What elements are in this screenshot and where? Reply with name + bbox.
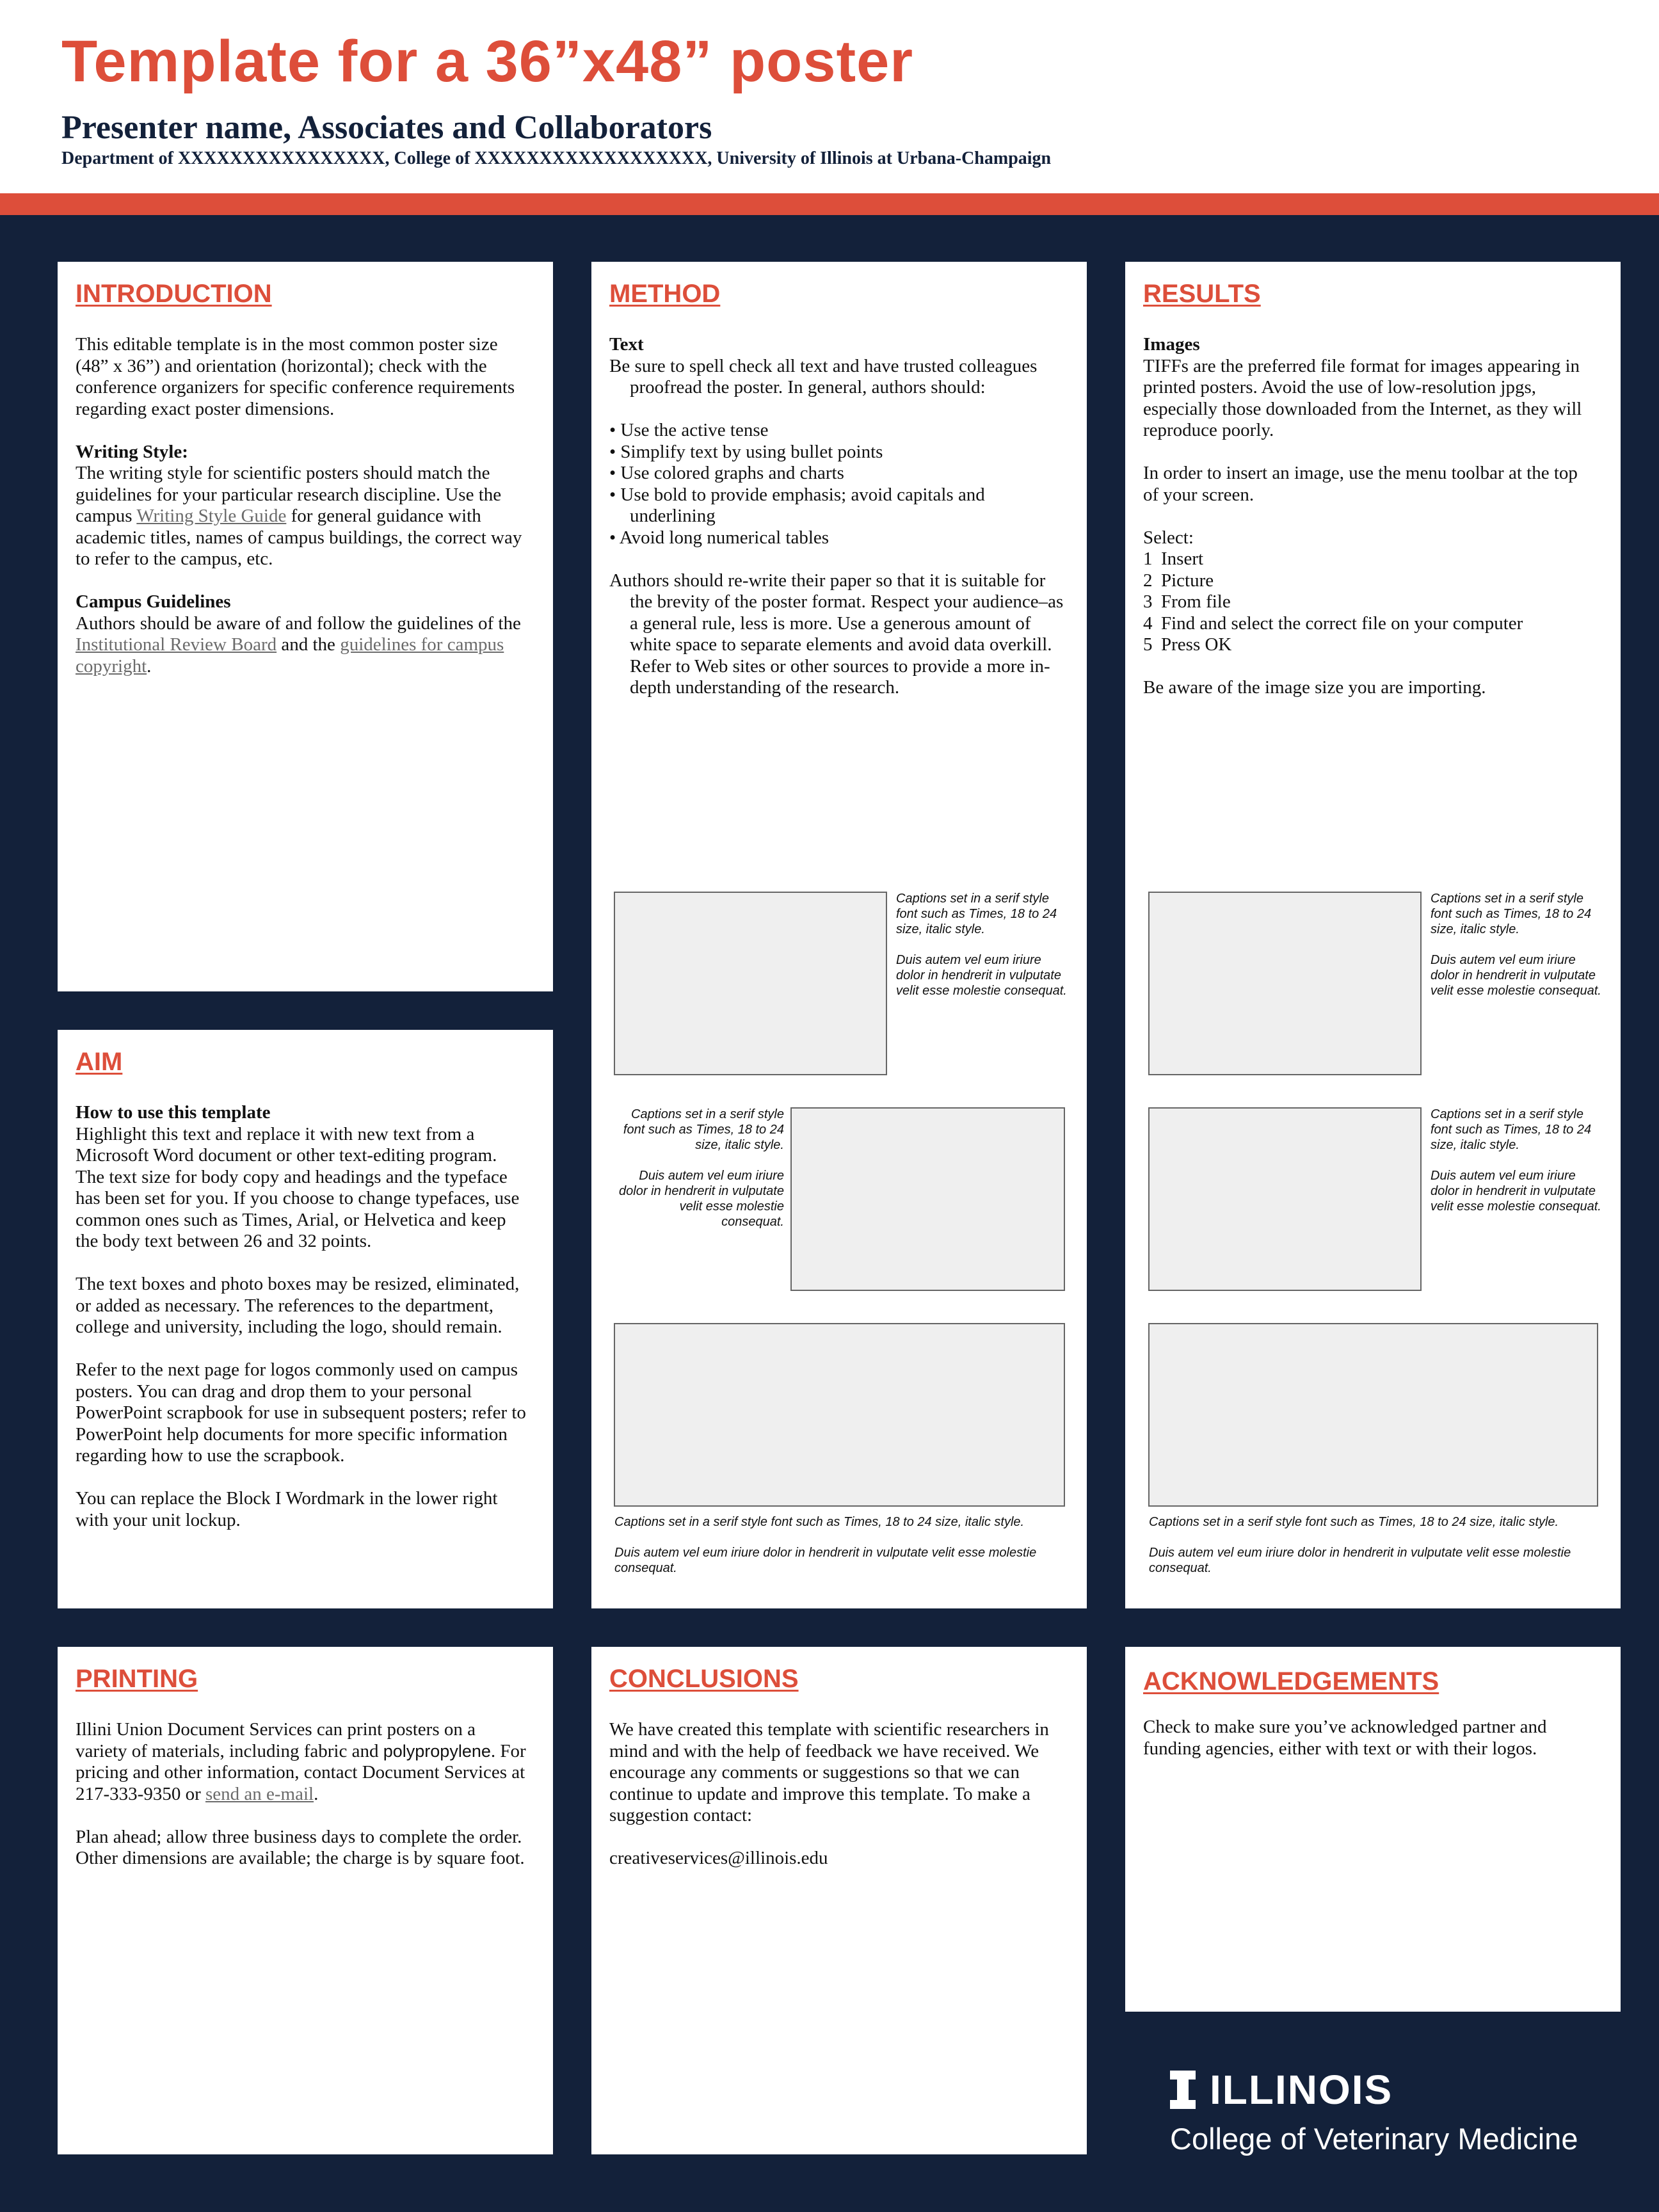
send-email-link[interactable]: send an e-mail (205, 1783, 314, 1804)
aim-paragraph-4: You can replace the Block I Wordmark in the lower right with your unit lockup. (76, 1488, 498, 1530)
campus-guidelines-text-pre: Authors should be aware of and follow the guidelines of the (76, 613, 521, 634)
aim-paragraph-2: The text boxes and photo boxes may be resized, eliminated, or added as necessary. The references to the department, college and university, including the logo, should remain. (76, 1274, 520, 1337)
step-number: 1 (1143, 549, 1153, 569)
acknowledgements-paragraph: Check to make sure you’ve acknowledged partner and funding agencies, either with text or with their logos. (1143, 1717, 1547, 1759)
results-caption-2 (1431, 1107, 1603, 1230)
printing-panel (58, 1647, 553, 2154)
accent-bar (0, 193, 1659, 215)
block-i-icon (1170, 2071, 1196, 2109)
logo-college-name: College of Veterinary Medicine (1170, 2122, 1578, 2156)
results-paragraph-3: Be aware of the image size you are importing. (1143, 677, 1486, 698)
list-item (1143, 549, 1598, 570)
printing-text-polypropylene: polypropylene (383, 1741, 491, 1761)
campus-guidelines-heading: Campus Guidelines (76, 591, 231, 612)
method-image-placeholder-3[interactable] (614, 1323, 1065, 1507)
results-paragraph-1: TIFFs are the preferred file format for images appearing in printed posters. Avoid the use of low-resolution jpgs, especially those downloaded from the Internet, as they will reproduce poorly. (1143, 355, 1582, 440)
aim-heading: AIM (76, 1048, 123, 1076)
results-image-placeholder-2[interactable] (1148, 1107, 1422, 1291)
campus-guidelines-section (76, 591, 530, 677)
acknowledgements-heading: ACKNOWLEDGEMENTS (1143, 1667, 1439, 1695)
caption-text: Captions set in a serif style font such as Times, 18 to 24 size, italic style. (1431, 1107, 1592, 1152)
step-text: Picture (1161, 570, 1214, 591)
list-item: • Use colored graphs and charts (609, 463, 844, 483)
list-item (1143, 591, 1598, 613)
aim-paragraph-1: Highlight this text and replace it with new text from a Microsoft Word document or other text-editing program. The text size for body copy and headings and the typeface has been set for you. If you choose to change typefaces, use common ones such as Times, Arial, or Helvetica and keep the body text between 26 and 32 points. (76, 1123, 520, 1251)
results-images-section (1143, 334, 1598, 442)
caption-text: Duis autem vel eum iriure dolor in hendrerit in vulputate velit esse molestie consequat. (1431, 1169, 1601, 1214)
step-text: Insert (1161, 549, 1204, 569)
logo-wordmark: ILLINOIS (1210, 2067, 1393, 2113)
writing-style-text-pre: The writing style for scientific posters should match the guidelines for your particular research discipline. Use the campus (76, 463, 502, 526)
poster-header (0, 0, 1659, 193)
step-number: 4 (1143, 613, 1153, 634)
campus-guidelines-text-mid: and the (276, 634, 341, 655)
method-subheading: Text (609, 334, 644, 355)
method-bullet-list (609, 420, 1064, 549)
results-image-placeholder-3[interactable] (1148, 1323, 1598, 1507)
step-number: 3 (1143, 591, 1153, 612)
presenter-names: Presenter name, Associates and Collaborators (61, 109, 712, 146)
method-text-section (609, 334, 1064, 399)
list-item: • Avoid long numerical tables (609, 527, 830, 548)
results-image-placeholder-1[interactable] (1148, 892, 1422, 1075)
writing-style-text-post: for general guidance with academic titles, names of campus buildings, the correct way to refer to the campus, etc. (76, 506, 522, 569)
conclusions-email: creativeservices@illinois.edu (609, 1848, 828, 1868)
writing-style-guide-link[interactable]: Writing Style Guide (136, 506, 287, 526)
results-caption-3 (1149, 1514, 1599, 1591)
results-steps-list (1143, 549, 1598, 656)
introduction-paragraph: This editable template is in the most common poster size (48” x 36”) and orientation (horizontal); check with the conference organizers for specific conference requirements regarding exact poster dimensions. (76, 334, 515, 419)
list-item: • Simplify text by using bullet points (609, 441, 883, 462)
method-image-placeholder-1[interactable] (614, 892, 887, 1075)
caption-text: Captions set in a serif style font such as Times, 18 to 24 size, italic style. (1431, 892, 1592, 936)
caption-text: Captions set in a serif style font such as Times, 18 to 24 size, italic style. (623, 1107, 784, 1152)
printing-heading: PRINTING (76, 1665, 198, 1693)
printing-paragraph-1 (76, 1719, 530, 1805)
writing-style-heading: Writing Style: (76, 441, 188, 462)
caption-text: Captions set in a serif style font such as Times, 18 to 24 size, italic style. (614, 1515, 1025, 1529)
poster-title: Template for a 36”x48” poster (61, 29, 914, 94)
aim-panel (58, 1030, 553, 1608)
list-item (1143, 634, 1598, 656)
step-number: 2 (1143, 570, 1153, 591)
caption-text: Duis autem vel eum iriure dolor in hendrerit in vulputate velit esse molestie consequat. (1149, 1546, 1571, 1575)
method-caption-3 (614, 1514, 1066, 1591)
campus-guidelines-text-post: . (147, 655, 152, 677)
acknowledgements-panel (1125, 1647, 1621, 2012)
printing-text-pre: Illini Union Document Services can print posters on a variety of materials, including fabric and (76, 1719, 476, 1761)
printing-text-post: . (314, 1783, 319, 1804)
results-select-label: Select: (1143, 527, 1194, 548)
conclusions-paragraph: We have created this template with scientific researchers in mind and with the help of feedback we have received. We encourage any comments or suggestions so that we can continue to update and improve this template. To make a suggestion contact: (609, 1719, 1049, 1825)
list-item: • Use bold to provide emphasis; avoid capitals and underlining (609, 484, 985, 526)
printing-text-mid: . For pricing and other information, contact Document Services at 217-333-9350 or (76, 1740, 526, 1804)
aim-subheading: How to use this template (76, 1102, 271, 1123)
step-number: 5 (1143, 634, 1153, 655)
institutional-review-board-link[interactable]: Institutional Review Board (76, 634, 277, 655)
conclusions-heading: CONCLUSIONS (609, 1665, 799, 1693)
writing-style-section (76, 442, 530, 570)
results-subheading: Images (1143, 334, 1200, 355)
department-affiliation: Department of XXXXXXXXXXXXXXXX, College of XXXXXXXXXXXXXXXXXX, University of Illinois at Urbana-Champaign (61, 148, 1052, 168)
list-item (1143, 570, 1598, 592)
caption-text: Duis autem vel eum iriure dolor in hendrerit in vulputate velit esse molestie consequat. (1431, 953, 1601, 998)
results-paragraph-2: In order to insert an image, use the menu toolbar at the top of your screen. (1143, 463, 1578, 505)
method-intro: Be sure to spell check all text and have trusted colleagues proofread the poster. In general, authors should: (609, 355, 1038, 397)
caption-text: Duis autem vel eum iriure dolor in hendrerit in vulputate velit esse molestie consequat. (619, 1169, 784, 1229)
results-heading: RESULTS (1143, 280, 1261, 308)
campus-copyright-link[interactable]: guidelines for campus copyright (76, 634, 504, 677)
step-text: Press OK (1161, 634, 1232, 655)
logo-wordmark-row (1170, 2067, 1578, 2112)
method-image-placeholder-2[interactable] (790, 1107, 1065, 1291)
step-text: From file (1161, 591, 1231, 612)
introduction-panel (58, 262, 553, 991)
conclusions-panel (591, 1647, 1087, 2154)
printing-paragraph-2: Plan ahead; allow three business days to complete the order. Other dimensions are available; the charge is by square foot. (76, 1826, 525, 1868)
list-item (1143, 613, 1598, 635)
list-item: • Use the active tense (609, 420, 769, 440)
introduction-heading: INTRODUCTION (76, 280, 272, 308)
illinois-logo (1170, 2067, 1578, 2156)
caption-text: Duis autem vel eum iriure dolor in hendrerit in vulputate velit esse molestie consequat. (614, 1546, 1037, 1575)
aim-how-to-section (76, 1102, 530, 1253)
caption-text: Captions set in a serif style font such as Times, 18 to 24 size, italic style. (1149, 1515, 1559, 1529)
method-caption-1 (896, 891, 1069, 1014)
caption-text: Duis autem vel eum iriure dolor in hendrerit in vulputate velit esse molestie consequat. (896, 953, 1067, 998)
method-paragraph-2: Authors should re-write their paper so that it is suitable for the brevity of the poster format. Respect your audience–as a general rule, less is more. Use a generous amount of white space to separate elements and avoid data overkill. Refer to Web sites or other sources to provide a more in-depth understanding of the research. (609, 570, 1064, 698)
caption-text: Captions set in a serif style font such as Times, 18 to 24 size, italic style. (896, 892, 1057, 936)
method-heading: METHOD (609, 280, 721, 308)
results-caption-1 (1431, 891, 1603, 1014)
method-caption-2 (614, 1107, 784, 1245)
aim-paragraph-3: Refer to the next page for logos commonly used on campus posters. You can drag and drop them to your personal PowerPoint scrapbook for use in subsequent posters; refer to PowerPoint help documents for more specific information regarding how to use the scrapbook. (76, 1359, 526, 1466)
step-text: Find and select the correct file on your computer (1161, 613, 1523, 634)
